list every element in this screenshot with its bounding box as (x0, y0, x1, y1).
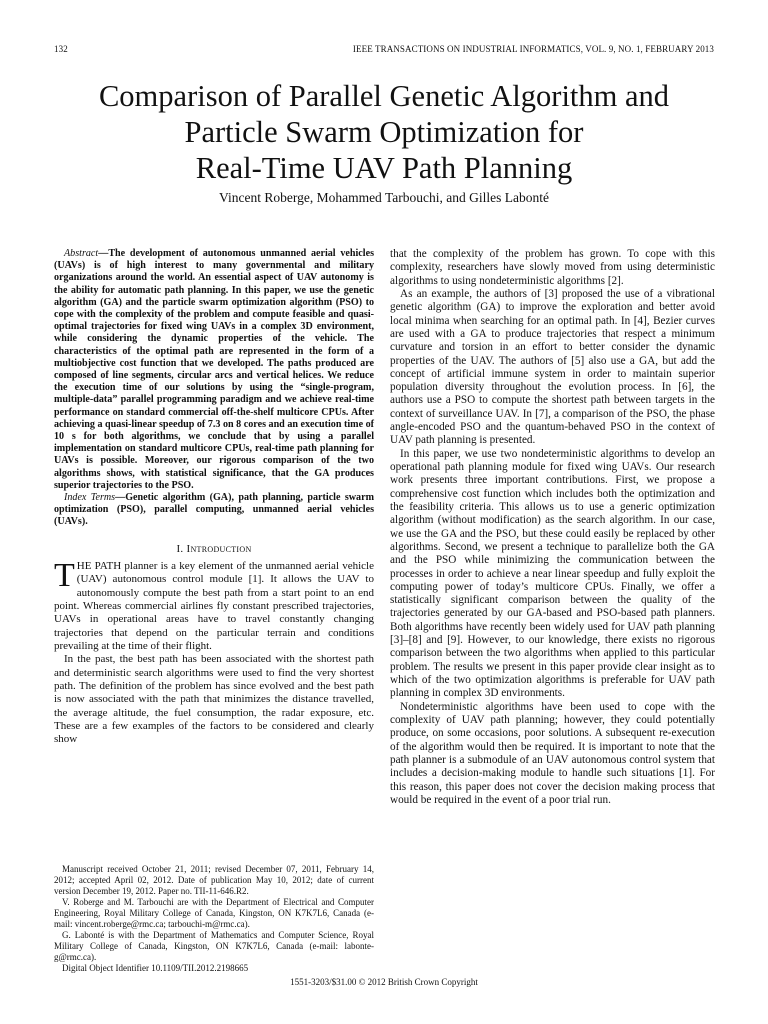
abstract-text: —The development of autonomous unmanned aerial vehicles (UAVs) is of high interest to many governmental and military organizations around the world. An essential aspect of UAV autonomy is the ability for automatic path planning. In this paper, we use the genetic algorithm (GA) and the particle swarm optimization algorithm (PSO) to cope with the complexity of the problem and compute feasible and quasi-optimal trajectories for fixed wing UAVs in a complex 3D environment, while considering the dynamic properties of the vehicle. The characteristics of the optimal path are represented in the form of a multiobjective cost function that we developed. The paths produced are composed of line segments, circular arcs and vertical helices. We reduce the execution time of our solutions by using the “single-program, multiple-data” parallel programming paradigm and we achieve real-time performance on standard commercial off-the-shelf multicore CPUs. After achieving a quasi-linear speedup of 7.3 on 8 cores and an execution time of 10 s for both algorithms, we conclude that by using a parallel implementation on standard multicore CPUs, real-time path planning for UAVs is possible. Moreover, our rigorous comparison of the two algorithms shows, with statistical significance, that the GA produces superior trajectories to the PSO. (54, 248, 374, 491)
right-paragraph-3: In this paper, we use two nondeterministic algorithms to develop an operational path planning module for fixed wing UAVs. Our research work presents three important contributions. First, we propose a comprehensive cost function which includes both the optimization and the feasibility criteria. This allows us to use a generic optimization algorithm (without modification) as the search algorithm. In our case, we use the GA and the PSO, but these could easily be replaced by other algorithms. Second, we present a technique to parallelize both the GA and the PSO while minimizing the communication between the processes in order to achieve a near linear speedup and fully exploit the computing power of today’s multicore CPUs. Finally, we offer a statistically significant comparison between the quality of the trajectories generated by our GA-based and PSO-based path planners. Both algorithms have recently been widely used for UAV path planning [3]–[8] and [9]. However, to our knowledge, there exists no rigorous comparison between the two algorithms when applied to this particular problem. The results we present in this paper provide clear insight as to which of the two optimization algorithms is preferable for UAV path planning in complex 3D environments. (390, 447, 715, 700)
abstract-lead: Abstract (64, 248, 99, 259)
right-column (390, 248, 715, 807)
abstract (54, 248, 374, 492)
author-list: Vincent Roberge, Mohammed Tarbouchi, and Gilles Labonté (219, 190, 549, 205)
section-title: Introduction (186, 542, 252, 555)
drop-cap: T (54, 557, 75, 595)
footnotes (54, 864, 374, 974)
title-line-2: Particle Swarm Optimization for (184, 115, 584, 149)
title-line-1: Comparison of Parallel Genetic Algorithm and (98, 79, 670, 113)
paper-title (40, 78, 728, 186)
right-paragraph-1: that the complexity of the problem has grown. To cope with this complexity, researchers have slowly moved from using deterministic algorithms to using nondeterministic algorithms [2]. (390, 248, 715, 287)
right-paragraph-2: As an example, the authors of [3] proposed the use of a vibrational genetic algorithm (GA) to improve the exploration and better avoid local minima when searching for an optimal path. In [4], Bezier curves are used with a GA to produce trajectories that respect a minimum curvature and torsion in an effort to better consider the dynamic properties of the UAV. The authors of [5] also use a GA, but add the concept of artificial immune system in order to maintain superior population diversity throughout the evolution process. In [6], the authors use a PSO to compute the shortest path between targets in the context of surveillance UAV. In [7], a comparison of the PSO, the phase angle-encoded PSO and the quantum-behaved PSO in the context of UAV path planning is presented. (390, 287, 715, 447)
section-heading-introduction (54, 543, 374, 556)
index-terms-text: —Genetic algorithm (GA), path planning, particle swarm optimization (PSO), parallel computing, unmanned aerial vehicles (UAVs). (54, 492, 374, 528)
footnote-manuscript: Manuscript received October 21, 2011; revised December 07, 2011, February 14, 2012; accepted April 02, 2012. Date of publication May 10, 2012; date of current version December 19, 2012. Paper no. TII-11-646.R2. (54, 864, 374, 896)
index-terms-lead: Index Terms (64, 492, 116, 504)
index-terms (54, 492, 374, 529)
page-number: 132 (54, 44, 68, 54)
intro-paragraph-2: In the past, the best path has been associated with the shortest path and deterministic search algorithms were used to find the very shortest path. The definition of the problem has since evolved and the best path is now associated with the path that minimizes the distance travelled, the average altitude, the fuel consumption, the radar exposure, etc. These are a few examples of the factors to be considered and clearly show (54, 653, 374, 746)
running-head (54, 44, 714, 54)
footnote-affiliation-2: G. Labonté is with the Department of Mathematics and Computer Science, Royal Military College of Canada, Kingston, ON K7K7L6, Canada (e-mail: labonte-g@rmc.ca). (54, 930, 374, 962)
title-line-3: Real-Time UAV Path Planning (195, 151, 573, 185)
intro-paragraph-1-text: HE PATH planner is a key element of the unmanned aerial vehicle (UAV) autonomous control module [1]. It allows the UAV to autonomously compute the best path from a start point to an end point. Whereas commercial airlines fly constant prescribed trajectories, UAVs in operational areas have to travel constantly changing trajectories that depend on the particular terrain and conditions prevailing at the time of their flight. (54, 560, 374, 653)
right-paragraph-4: Nondeterministic algorithms have been used to cope with the complexity of UAV path planning; however, they could potentially produce, on some occasions, poor solutions. A subsequent re-execution of the algorithm would then be required. It is important to note that the path planner is a submodule of an UAV autonomous control system that includes a decision-making module to handle such situations [1]. For this reason, this paper does not cover the decision making process that would be required in the event of a poor trial run. (390, 700, 715, 806)
footnote-doi: Digital Object Identifier 10.1109/TII.2012.2198665 (62, 963, 249, 973)
left-column (54, 248, 374, 747)
copyright-footer: 1551-3203/$31.00 © 2012 British Crown Copyright (290, 977, 478, 987)
intro-paragraph-1 (54, 557, 374, 653)
footnote-affiliation-1: V. Roberge and M. Tarbouchi are with the Department of Electrical and Computer Engineering, Royal Military College of Canada, Kingston, ON K7K7L6, Canada (e-mail: vincent.roberge@rmc.ca; tarbouchi-m@rmc.ca). (54, 897, 374, 929)
journal-name: IEEE TRANSACTIONS ON INDUSTRIAL INFORMATICS, VOL. 9, NO. 1, FEBRUARY 2013 (352, 44, 714, 54)
section-number: I. (176, 542, 184, 555)
